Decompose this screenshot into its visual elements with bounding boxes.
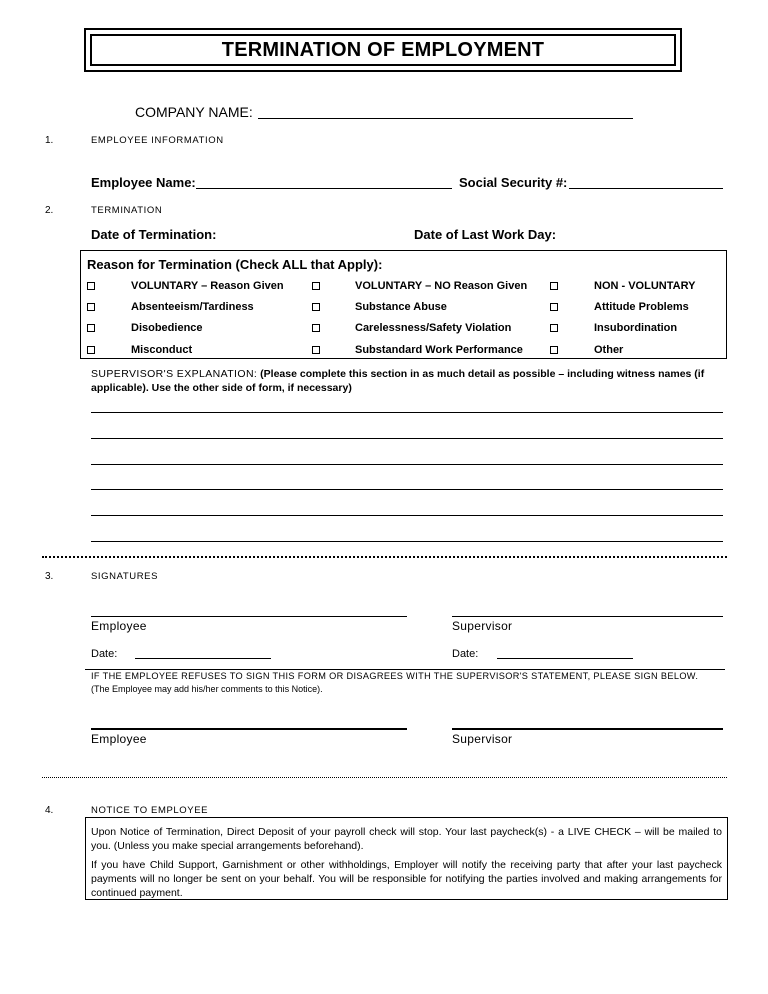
supervisor-refusal-label: Supervisor bbox=[452, 732, 513, 746]
section-4-heading: NOTICE TO EMPLOYEE bbox=[91, 805, 209, 816]
option-voluntary-reason-given: VOLUNTARY – Reason Given bbox=[131, 280, 284, 292]
checkbox-substance-abuse[interactable] bbox=[312, 303, 320, 311]
supervisor-date-field[interactable] bbox=[497, 658, 633, 659]
employee-date-label: Date: bbox=[91, 648, 118, 660]
section-1-heading: EMPLOYEE INFORMATION bbox=[91, 135, 224, 146]
option-other: Other bbox=[594, 344, 624, 356]
checkbox-carelessness[interactable] bbox=[312, 324, 320, 332]
refusal-divider bbox=[85, 669, 725, 670]
checkbox-disobedience[interactable] bbox=[87, 324, 95, 332]
employee-name-field[interactable] bbox=[196, 188, 452, 189]
section-2-heading: TERMINATION bbox=[91, 205, 163, 216]
checkbox-voluntary-no-reason[interactable] bbox=[312, 282, 320, 290]
employee-name-label: Employee Name: bbox=[91, 175, 196, 190]
supervisor-signature-label: Supervisor bbox=[452, 619, 513, 633]
supervisor-explanation-instructions: (Please complete this section in as much detail as possible – including witness names (if applicable). Use the other side of form, if necessary) bbox=[91, 368, 705, 394]
reason-box-divider bbox=[80, 358, 727, 359]
explanation-line-5[interactable] bbox=[91, 515, 723, 516]
option-carelessness: Carelessness/Safety Violation bbox=[355, 322, 512, 334]
supervisor-signature-line[interactable] bbox=[452, 616, 723, 617]
employee-signature-label: Employee bbox=[91, 619, 147, 633]
section-4-number: 4. bbox=[45, 805, 54, 816]
refusal-notice: IF THE EMPLOYEE REFUSES TO SIGN THIS FORM OR DISAGREES WITH THE SUPERVISOR'S STATEMENT, PLEASE SIGN BELOW. bbox=[91, 671, 699, 681]
notice-paragraph-2: If you have Child Support, Garnishment or other withholdings, Employer will notify the receiving party that after your last paycheck payments will no longer be sent on your behalf. You will be responsible for notifying the parties involved and making arrangements for continued payment. bbox=[91, 859, 722, 899]
employee-refusal-signature-line[interactable] bbox=[91, 728, 407, 730]
section-separator bbox=[42, 556, 727, 558]
form-title: TERMINATION OF EMPLOYMENT bbox=[90, 34, 676, 66]
supervisor-refusal-signature-line[interactable] bbox=[452, 728, 723, 730]
title-frame bbox=[84, 28, 682, 72]
notice-paragraph-1: Upon Notice of Termination, Direct Deposit of your payroll check will stop. Your last paycheck(s) - a LIVE CHECK – will be mailed to you. (Unless you make special arrangements beforehand). bbox=[91, 826, 722, 852]
checkbox-misconduct[interactable] bbox=[87, 346, 95, 354]
section-3-number: 3. bbox=[45, 571, 54, 582]
section-2-number: 2. bbox=[45, 205, 54, 216]
supervisor-explanation bbox=[91, 367, 721, 395]
employee-signature-line[interactable] bbox=[91, 616, 407, 617]
refusal-note: (The Employee may add his/her comments to this Notice). bbox=[91, 684, 323, 694]
supervisor-explanation-label: SUPERVISOR'S EXPLANATION: bbox=[91, 368, 258, 380]
reason-heading: Reason for Termination (Check ALL that Apply): bbox=[87, 257, 383, 272]
option-non-voluntary: NON - VOLUNTARY bbox=[594, 280, 696, 292]
checkbox-insubordination[interactable] bbox=[550, 324, 558, 332]
employee-date-field[interactable] bbox=[135, 658, 271, 659]
explanation-line-4[interactable] bbox=[91, 489, 723, 490]
checkbox-substandard-performance[interactable] bbox=[312, 346, 320, 354]
company-name-field[interactable] bbox=[258, 118, 633, 119]
option-misconduct: Misconduct bbox=[131, 344, 193, 356]
section-separator-2 bbox=[42, 777, 727, 778]
option-insubordination: Insubordination bbox=[594, 322, 678, 334]
explanation-line-1[interactable] bbox=[91, 412, 723, 413]
date-of-termination-label: Date of Termination: bbox=[91, 227, 217, 242]
ssn-field[interactable] bbox=[569, 188, 723, 189]
company-name-label: COMPANY NAME: bbox=[135, 104, 253, 120]
section-1-number: 1. bbox=[45, 135, 54, 146]
checkbox-other[interactable] bbox=[550, 346, 558, 354]
employee-refusal-label: Employee bbox=[91, 732, 147, 746]
explanation-line-2[interactable] bbox=[91, 438, 723, 439]
checkbox-attitude-problems[interactable] bbox=[550, 303, 558, 311]
notice-box bbox=[85, 817, 728, 900]
option-substandard-performance: Substandard Work Performance bbox=[355, 344, 523, 356]
date-last-work-label: Date of Last Work Day: bbox=[414, 227, 557, 242]
checkbox-non-voluntary[interactable] bbox=[550, 282, 558, 290]
explanation-line-6[interactable] bbox=[91, 541, 723, 542]
section-3-heading: SIGNATURES bbox=[91, 571, 159, 582]
option-attitude-problems: Attitude Problems bbox=[594, 301, 689, 313]
checkbox-voluntary-reason-given[interactable] bbox=[87, 282, 95, 290]
ssn-label: Social Security #: bbox=[459, 175, 568, 190]
checkbox-absenteeism[interactable] bbox=[87, 303, 95, 311]
supervisor-date-label: Date: bbox=[452, 648, 479, 660]
explanation-line-3[interactable] bbox=[91, 464, 723, 465]
option-voluntary-no-reason: VOLUNTARY – NO Reason Given bbox=[355, 280, 528, 292]
option-substance-abuse: Substance Abuse bbox=[355, 301, 447, 313]
option-disobedience: Disobedience bbox=[131, 322, 203, 334]
option-absenteeism: Absenteeism/Tardiness bbox=[131, 301, 254, 313]
